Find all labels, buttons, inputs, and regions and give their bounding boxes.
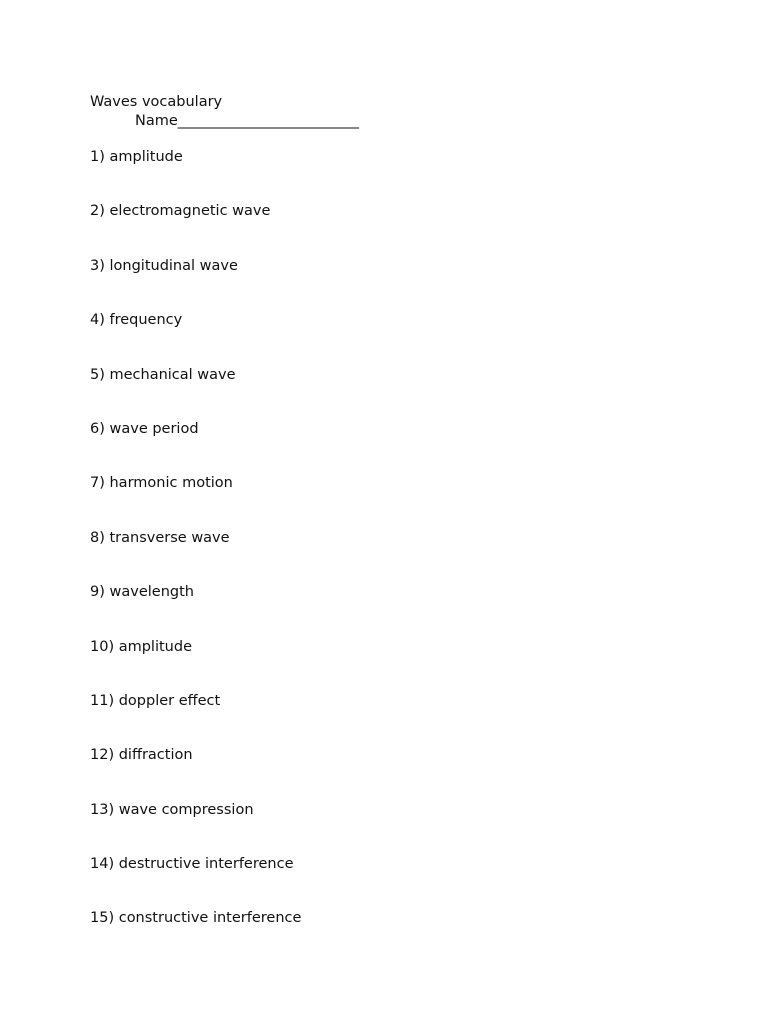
list-item: 7) harmonic motion bbox=[90, 475, 233, 492]
list-item: 9) wavelength bbox=[90, 584, 194, 601]
document-title: Waves vocabulary bbox=[90, 94, 223, 110]
list-item: 5) mechanical wave bbox=[90, 366, 236, 383]
list-item: 13) wave compression bbox=[90, 801, 254, 818]
list-item: 6) wave period bbox=[90, 420, 199, 437]
list-item: 1) amplitude bbox=[90, 149, 183, 165]
name-field-line: Name_________________________ bbox=[135, 113, 360, 129]
list-item: 8) transverse wave bbox=[90, 529, 230, 546]
list-item: 10) amplitude bbox=[90, 638, 192, 655]
list-item: 4) frequency bbox=[90, 312, 183, 329]
vocabulary-list bbox=[90, 148, 301, 964]
list-item: 2) electromagnetic wave bbox=[90, 203, 271, 220]
list-item: 3) longitudinal wave bbox=[90, 257, 238, 274]
list-item: 11) doppler effect bbox=[90, 692, 221, 709]
list-item: 14) destructive interference bbox=[90, 856, 294, 873]
list-item: 12) diffraction bbox=[90, 747, 193, 764]
list-item: 15) constructive interference bbox=[90, 910, 302, 927]
